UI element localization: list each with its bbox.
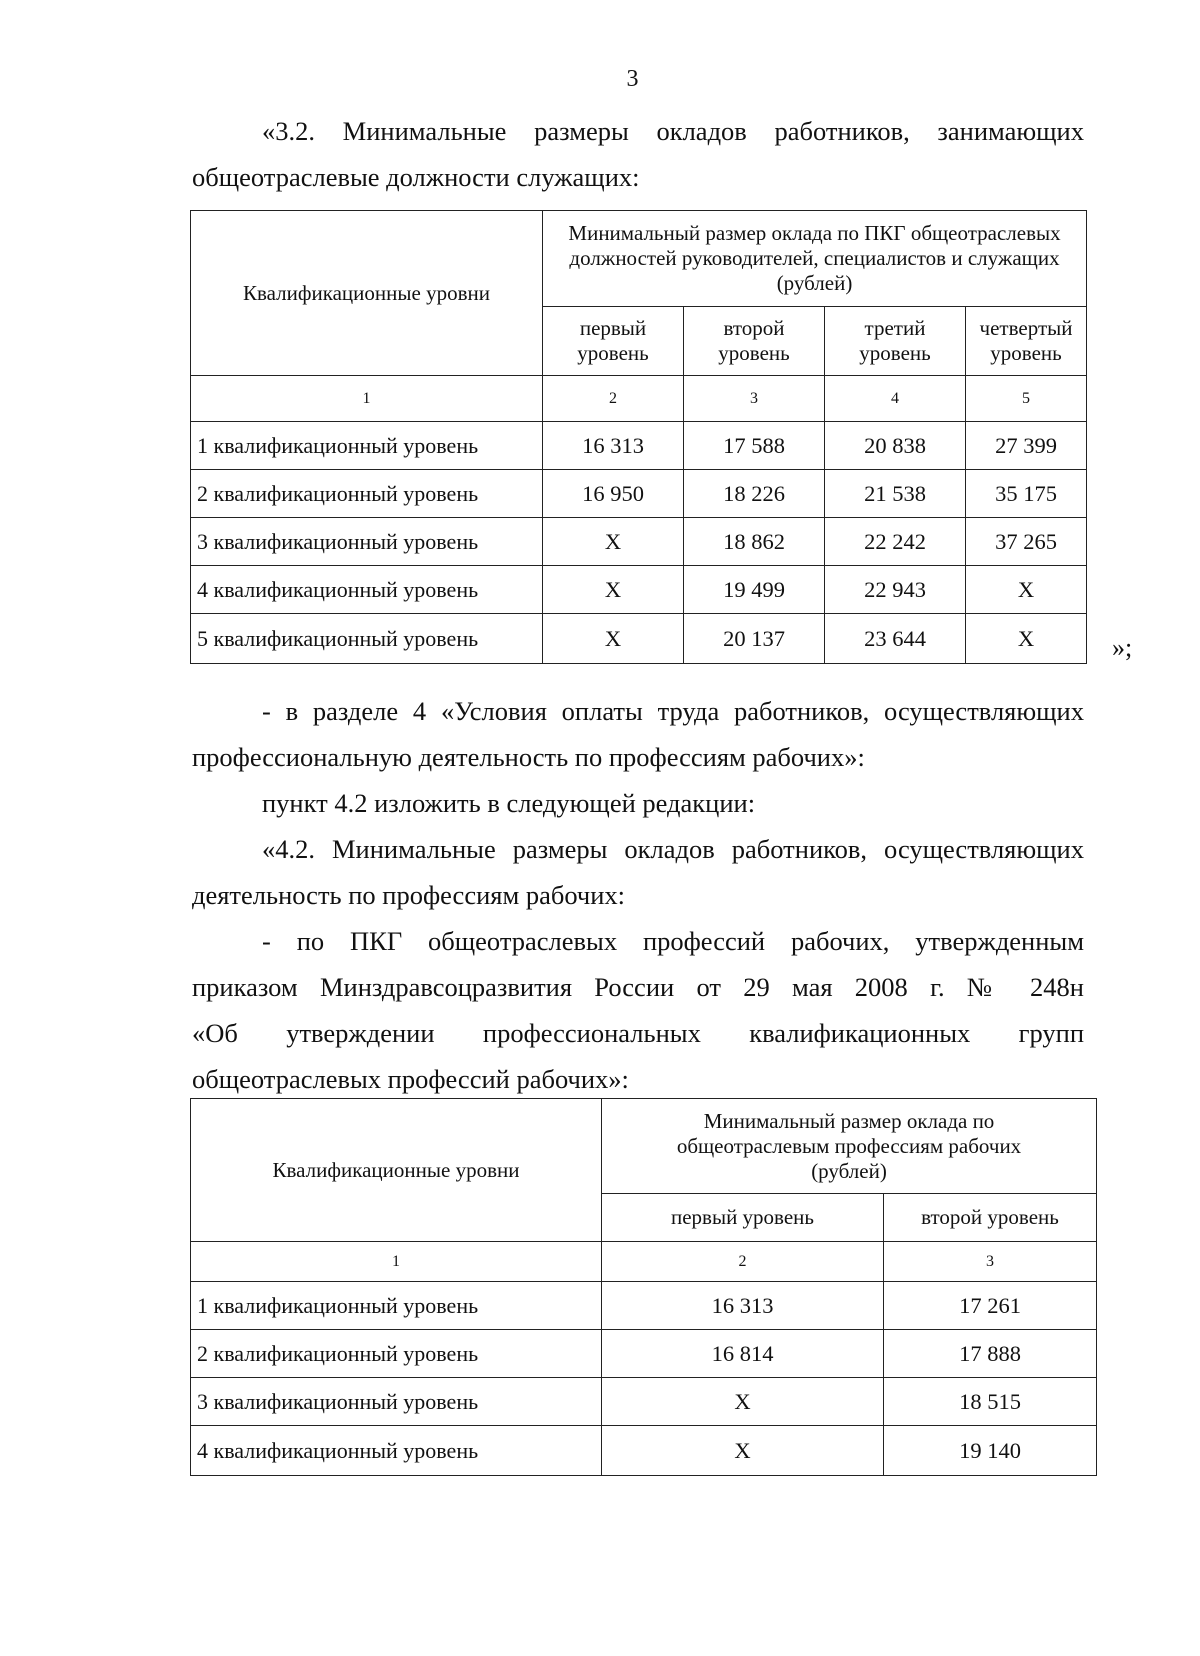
table1-colnum: 2 (543, 376, 684, 422)
table1-cell: 22 943 (825, 566, 966, 614)
table1-subheader-first: первый уровень (543, 307, 684, 376)
table2-header-group: Минимальный размер оклада по общеотраслевым профессиям рабочих (рублей) (602, 1099, 1097, 1194)
table2-cell: 17 261 (884, 1282, 1097, 1330)
table1-cell: 35 175 (966, 470, 1087, 518)
table1-row-label: 1 квалификационный уровень (191, 422, 543, 470)
table1-cell: 23 644 (825, 614, 966, 664)
table1-cell: Х (966, 614, 1087, 664)
table2-cell: Х (602, 1378, 884, 1426)
table-row (191, 614, 1087, 664)
table1-cell: Х (543, 518, 684, 566)
table1-header-levels: Квалификационные уровни (191, 211, 543, 376)
table1-header-group: Минимальный размер оклада по ПКГ общеотраслевых должностей руководителей, специалистов и служащих (рублей) (543, 211, 1087, 307)
table2-cell: Х (602, 1426, 884, 1476)
table-worker-professions (190, 1098, 1097, 1476)
table1-cell: Х (966, 566, 1087, 614)
table2-subheader-first: первый уровень (602, 1194, 884, 1242)
table-row (191, 518, 1087, 566)
section-4-2-intro (192, 826, 1084, 918)
table-row (191, 566, 1087, 614)
table1-subheader-third: третий уровень (825, 307, 966, 376)
section-4-2-intro-line-1: «4.2. Минимальные размеры окладов работников, осуществляющих (262, 834, 1084, 864)
section-4-intro-line-2: профессиональную деятельность по профессиям рабочих»: (192, 742, 865, 772)
table1-cell: 27 399 (966, 422, 1087, 470)
table2-row-label: 2 квалификационный уровень (191, 1330, 602, 1378)
table1-cell: 19 499 (684, 566, 825, 614)
table-row (191, 1378, 1097, 1426)
table1-cell: 16 313 (543, 422, 684, 470)
item-4-2-instruction (192, 780, 1084, 826)
table2-cell: 18 515 (884, 1378, 1097, 1426)
table1-colnum: 1 (191, 376, 543, 422)
table2-colnum: 2 (602, 1242, 884, 1282)
pkg-workers-intro-line-2: приказом Минздравсоцразвития России от 29 мая 2008 г. № 248н (192, 972, 1084, 1002)
page-number: 3 (626, 66, 639, 92)
table1-cell: 37 265 (966, 518, 1087, 566)
table2-cell: 19 140 (884, 1426, 1097, 1476)
table-row (191, 470, 1087, 518)
table1-subheader-fourth: четвертый уровень (966, 307, 1087, 376)
table2-colnum: 1 (191, 1242, 602, 1282)
section-3-2-intro-line-2: общеотраслевые должности служащих: (192, 162, 640, 192)
table-row (191, 1330, 1097, 1378)
table2-subheader-second: второй уровень (884, 1194, 1097, 1242)
table2-row-label: 1 квалификационный уровень (191, 1282, 602, 1330)
table-row (191, 422, 1087, 470)
table-office-positions (190, 210, 1087, 664)
table1-subheader-second: второй уровень (684, 307, 825, 376)
table1-cell: 16 950 (543, 470, 684, 518)
table1-cell: 18 226 (684, 470, 825, 518)
pkg-workers-intro-line-3: «Об утверждении профессиональных квалификационных групп (192, 1018, 1084, 1048)
table1-cell: 22 242 (825, 518, 966, 566)
table1-cell: Х (543, 614, 684, 664)
table1-cell: 20 838 (825, 422, 966, 470)
table1-cell: 17 588 (684, 422, 825, 470)
table1-row-label: 3 квалификационный уровень (191, 518, 543, 566)
pkg-workers-intro (192, 918, 1084, 1102)
table1-row-label: 4 квалификационный уровень (191, 566, 543, 614)
table1-colnum: 4 (825, 376, 966, 422)
section-4-2-intro-line-2: деятельность по профессиям рабочих: (192, 880, 626, 910)
table-row (191, 1282, 1097, 1330)
table2-header-levels: Квалификационные уровни (191, 1099, 602, 1242)
pkg-workers-intro-line-4: общеотраслевых профессий рабочих»: (192, 1064, 629, 1094)
table1-closing-mark: »; (1112, 633, 1133, 662)
item-4-2-instruction-line: пункт 4.2 изложить в следующей редакции: (262, 788, 756, 818)
table-row (191, 1426, 1097, 1476)
table1-cell: Х (543, 566, 684, 614)
table1-cell: 21 538 (825, 470, 966, 518)
table2-row-label: 4 квалификационный уровень (191, 1426, 602, 1476)
table2-row-label: 3 квалификационный уровень (191, 1378, 602, 1426)
pkg-workers-intro-line-1: - по ПКГ общеотраслевых профессий рабочих, утвержденным (262, 926, 1084, 956)
table2-cell: 16 814 (602, 1330, 884, 1378)
section-4-intro-line-1: - в разделе 4 «Условия оплаты труда работников, осуществляющих (262, 696, 1084, 726)
section-3-2-intro-line-1: «3.2. Минимальные размеры окладов работников, занимающих (262, 116, 1084, 146)
table1-row-label: 2 квалификационный уровень (191, 470, 543, 518)
table1-cell: 18 862 (684, 518, 825, 566)
table1-cell: 20 137 (684, 614, 825, 664)
section-4-intro (192, 688, 1084, 780)
section-3-2-intro (192, 108, 1084, 200)
table1-colnum: 5 (966, 376, 1087, 422)
table2-colnum: 3 (884, 1242, 1097, 1282)
table1-colnum: 3 (684, 376, 825, 422)
table2-cell: 16 313 (602, 1282, 884, 1330)
table1-row-label: 5 квалификационный уровень (191, 614, 543, 664)
table2-cell: 17 888 (884, 1330, 1097, 1378)
